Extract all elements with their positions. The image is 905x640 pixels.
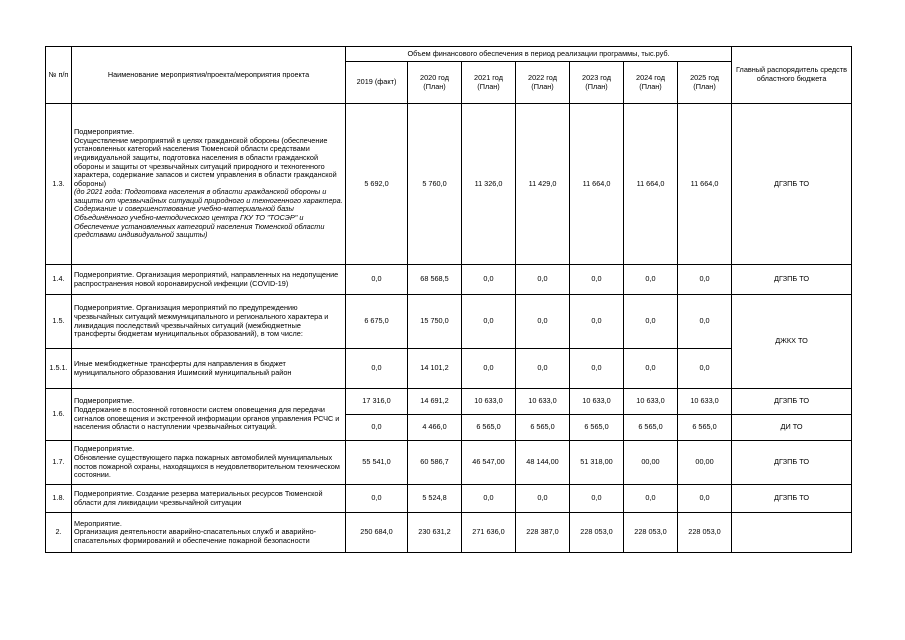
table-row [46,513,852,553]
header-year: 2019 (факт) [346,62,408,104]
funding-table [45,46,852,553]
value-cell: 0,0 [462,265,516,295]
value-cell: 10 633,0 [570,389,624,415]
value-cell: 228 053,0 [570,513,624,553]
distributor-cell: ДИ ТО [732,415,852,441]
value-cell: 0,0 [516,265,570,295]
header-distributor: Главный распорядитель средств областного бюджета [732,47,852,104]
distributor-cell: ДГЗПБ ТО [732,441,852,485]
row-num: 2. [46,513,72,553]
value-cell: 10 633,0 [516,389,570,415]
row-label: Подмероприятие. [74,396,135,406]
distributor-cell: ДГЗПБ ТО [732,389,852,415]
value-cell: 0,0 [462,485,516,513]
value-cell: 14 691,2 [408,389,462,415]
distributor-cell: ДГЗПБ ТО [732,265,852,295]
value-cell: 6 565,0 [624,415,678,441]
row-name: Подмероприятие. Организация мероприятий, направленных на недопущение распространения новой коронавирусной инфекции (COVID-19) [72,265,346,295]
value-cell: 11 664,0 [678,104,732,265]
value-cell: 0,0 [346,485,408,513]
value-cell: 51 318,00 [570,441,624,485]
value-cell: 0,0 [462,295,516,349]
value-cell: 6 565,0 [678,415,732,441]
value-cell: 55 541,0 [346,441,408,485]
header-year: 2025 год (План) [678,62,732,104]
value-cell: 60 586,7 [408,441,462,485]
row-label: Мероприятие. [74,518,122,528]
value-cell: 68 568,5 [408,265,462,295]
row-text: Организация деятельности аварийно-спасательных служб и аварийно-спасательных формирований и обеспечение пожарной безопасности [74,527,317,545]
value-cell: 228 053,0 [678,513,732,553]
header-year: 2021 год (План) [462,62,516,104]
distributor-cell: ДГЗПБ ТО [732,485,852,513]
row-num: 1.4. [46,265,72,295]
header-year: 2024 год (План) [624,62,678,104]
value-cell: 0,0 [462,349,516,389]
row-name: Подмероприятие. Создание резерва материальных ресурсов Тюменской области для ликвидации чрезвычайной ситуации [72,485,346,513]
value-cell: 0,0 [516,349,570,389]
value-cell: 271 636,0 [462,513,516,553]
value-cell: 11 664,0 [570,104,624,265]
value-cell: 0,0 [346,415,408,441]
header-name: Наименование мероприятия/проекта/мероприятия проекта [72,47,346,104]
value-cell: 10 633,0 [624,389,678,415]
table-header-row [46,47,852,62]
table-row [46,349,852,389]
value-cell: 0,0 [570,295,624,349]
value-cell: 5 524,8 [408,485,462,513]
row-label: Подмероприятие. [74,444,135,454]
header-funding: Объем финансового обеспечения в период реализации программы, тыс.руб. [346,47,732,62]
row-name: Иные межбюджетные трансферты для направления в бюджет муниципального образования Ишимский муниципальный район [72,349,346,389]
value-cell: 0,0 [678,485,732,513]
distributor-cell [732,513,852,553]
row-text: Поддержание в постоянной готовности систем оповещения для передачи сигналов оповещения и экстренной информации органов управления РСЧС и населения области о наступлении чрезвычайных ситуаций. [74,404,340,432]
value-cell: 0,0 [678,265,732,295]
distributor-cell: ДГЗПБ ТО [732,104,852,265]
value-cell: 10 633,0 [462,389,516,415]
value-cell: 17 316,0 [346,389,408,415]
value-cell: 46 547,00 [462,441,516,485]
row-italic-note: (до 2021 года: Подготовка населения в области гражданской обороны и защиты от чрезвычайных ситуаций природного и техногенного характера. Содержание и совершенствование учебно-материальной базы Объединённого учебно-методического центра ГКУ ТО "ТОСЭР" и Обеспечение установленных категорий населения Тюменской области средствами индивидуальной защиты) [74,187,343,240]
value-cell: 0,0 [678,295,732,349]
value-cell: 48 144,00 [516,441,570,485]
table-row [46,485,852,513]
value-cell: 6 565,0 [570,415,624,441]
value-cell: 6 565,0 [462,415,516,441]
value-cell: 0,0 [570,485,624,513]
row-name [72,389,346,441]
row-num: 1.7. [46,441,72,485]
row-label: Подмероприятие. [74,127,135,137]
value-cell: 0,0 [624,485,678,513]
table-row [46,389,852,415]
row-text: Обновление существующего парка пожарных автомобилей муниципальных постов пожарной охраны, находящихся в неудовлетворительном техническом состоянии. [74,452,340,480]
value-cell: 0,0 [570,265,624,295]
value-cell: 230 631,2 [408,513,462,553]
value-cell: 250 684,0 [346,513,408,553]
table-row [46,441,852,485]
value-cell: 0,0 [516,485,570,513]
value-cell: 6 675,0 [346,295,408,349]
header-num: № п/п [46,47,72,104]
row-num: 1.5. [46,295,72,349]
table-row [46,104,852,265]
value-cell: 5 760,0 [408,104,462,265]
row-num: 1.8. [46,485,72,513]
value-cell: 5 692,0 [346,104,408,265]
value-cell: 00,00 [678,441,732,485]
value-cell: 0,0 [624,295,678,349]
row-name [72,441,346,485]
value-cell: 10 633,0 [678,389,732,415]
value-cell: 228 387,0 [516,513,570,553]
row-name [72,513,346,553]
value-cell: 0,0 [624,349,678,389]
row-name [72,104,346,265]
table-row [46,265,852,295]
value-cell: 14 101,2 [408,349,462,389]
value-cell: 0,0 [346,265,408,295]
row-num: 1.5.1. [46,349,72,389]
value-cell: 0,0 [516,295,570,349]
header-year: 2020 год (План) [408,62,462,104]
value-cell: 0,0 [346,349,408,389]
value-cell: 00,00 [624,441,678,485]
value-cell: 11 326,0 [462,104,516,265]
value-cell: 0,0 [570,349,624,389]
header-year: 2023 год (План) [570,62,624,104]
value-cell: 6 565,0 [516,415,570,441]
value-cell: 4 466,0 [408,415,462,441]
distributor-cell: ДЖКХ ТО [732,295,852,389]
value-cell: 15 750,0 [408,295,462,349]
row-num: 1.6. [46,389,72,441]
header-year: 2022 год (План) [516,62,570,104]
row-num: 1.3. [46,104,72,265]
value-cell: 0,0 [624,265,678,295]
value-cell: 11 429,0 [516,104,570,265]
value-cell: 0,0 [678,349,732,389]
value-cell: 11 664,0 [624,104,678,265]
value-cell: 228 053,0 [624,513,678,553]
row-name: Подмероприятие. Организация мероприятий по предупреждению чрезвычайных ситуаций межмуниципального и регионального характера и ликвидация последствий чрезвычайных ситуаций (межбюджетные трансферты бюджетам муниципальных образований), в том числе: [72,295,346,349]
table-row [46,295,852,349]
row-text: Осуществление мероприятий в целях гражданской обороны (обеспечение установленных категорий населения Тюменской области средствами индивидуальной защиты, подготовка населения в области гражданской обороны и защиты от чрезвычайных ситуаций природного и техногенного характера, содержание запасов и систем управления в области гражданской обороны) [74,135,337,188]
